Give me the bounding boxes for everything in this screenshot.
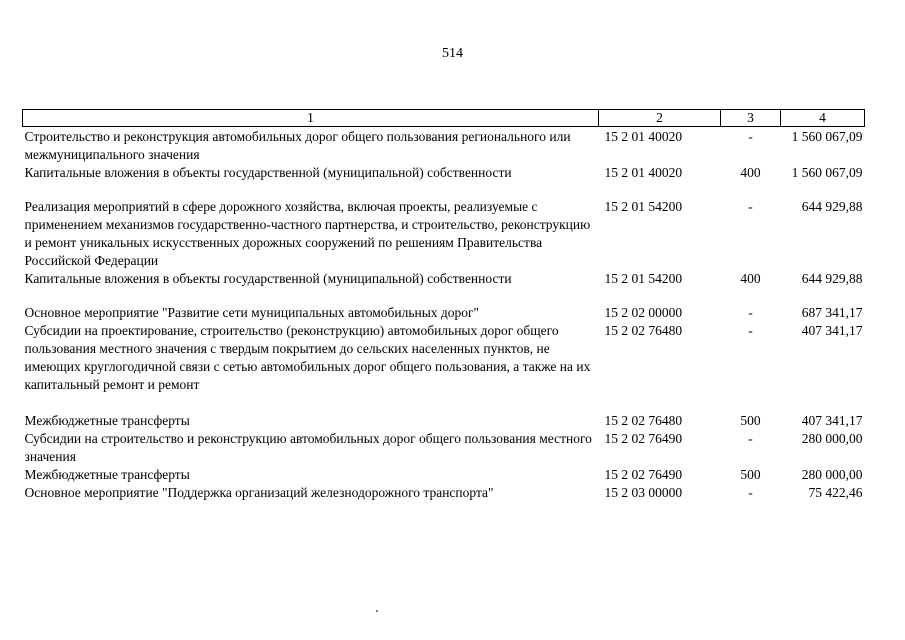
row-name: Субсидии на проектирование, строительство (реконструкцию) автомобильных дорог общего пользования местного значения с твердым покрытием до сельских населенных пунктов, не имеющих круглогодичной связи с сетью автомобильных дорог общего пользования, а также на их капитальный ремонт и ремонт	[24, 323, 591, 392]
table-row	[23, 466, 865, 484]
row-expense-type: -	[748, 305, 753, 320]
row-code: 15 2 03 00000	[604, 485, 683, 500]
table-row	[23, 304, 865, 322]
row-amount: 644 929,88	[801, 271, 863, 286]
row-code: 15 2 01 40020	[604, 129, 683, 144]
row-spacer	[23, 182, 865, 198]
row-expense-type: -	[748, 485, 753, 500]
row-code: 15 2 01 40020	[604, 165, 683, 180]
row-name: Строительство и реконструкция автомобильных дорог общего пользования регионального или межмуниципального значения	[24, 129, 571, 162]
row-expense-type: -	[748, 129, 753, 144]
row-expense-type: -	[748, 323, 753, 338]
column-header-4: 4	[781, 110, 865, 127]
row-expense-type: 500	[740, 413, 761, 428]
row-name: Межбюджетные трансферты	[24, 467, 190, 482]
row-code: 15 2 02 76480	[604, 413, 683, 428]
table-row	[23, 484, 865, 502]
column-header-3: 3	[721, 110, 781, 127]
row-amount: 407 341,17	[801, 323, 863, 338]
table-row	[23, 412, 865, 430]
row-name: Межбюджетные трансферты	[24, 413, 190, 428]
row-spacer	[23, 394, 865, 412]
row-expense-type: -	[748, 199, 753, 214]
table-row	[23, 198, 865, 270]
row-name: Основное мероприятие "Поддержка организаций железнодорожного транспорта"	[24, 485, 494, 500]
row-amount: 644 929,88	[801, 199, 863, 214]
row-amount: 280 000,00	[801, 467, 863, 482]
row-expense-type: 400	[740, 271, 761, 286]
row-code: 15 2 02 76490	[604, 467, 683, 482]
scan-speck	[376, 610, 378, 612]
row-code: 15 2 02 00000	[604, 305, 683, 320]
row-name: Субсидии на строительство и реконструкцию автомобильных дорог общего пользования местного значения	[24, 431, 592, 464]
row-amount: 75 422,46	[808, 485, 863, 500]
row-expense-type: 500	[740, 467, 761, 482]
row-name: Реализация мероприятий в сфере дорожного хозяйства, включая проекты, реализуемые с применением механизмов государственно-частного партнерства, и строительство, реконструкцию и ремонт уникальных искусственных дорожных сооружений по решениям Правительства Российской Федерации	[24, 199, 591, 268]
column-header-1: 1	[23, 110, 599, 127]
row-expense-type: 400	[740, 165, 761, 180]
budget-table	[22, 109, 865, 502]
row-expense-type: -	[748, 431, 753, 446]
row-amount: 1 560 067,09	[791, 129, 863, 144]
row-amount: 280 000,00	[801, 431, 863, 446]
table-row	[23, 430, 865, 466]
row-code: 15 2 01 54200	[604, 271, 683, 286]
row-amount: 1 560 067,09	[791, 165, 863, 180]
row-spacer	[23, 288, 865, 304]
column-header-2: 2	[599, 110, 721, 127]
row-amount: 687 341,17	[801, 305, 863, 320]
row-name: Капитальные вложения в объекты государственной (муниципальной) собственности	[24, 271, 512, 286]
page-number: 514	[442, 46, 463, 61]
row-code: 15 2 02 76480	[604, 323, 683, 338]
table-row	[23, 164, 865, 182]
table-row	[23, 270, 865, 288]
table-row	[23, 322, 865, 394]
row-amount: 407 341,17	[801, 413, 863, 428]
table-header-row	[23, 110, 865, 127]
table-row	[23, 127, 865, 165]
row-code: 15 2 02 76490	[604, 431, 683, 446]
row-name: Основное мероприятие "Развитие сети муниципальных автомобильных дорог"	[24, 305, 480, 320]
row-name: Капитальные вложения в объекты государственной (муниципальной) собственности	[24, 165, 512, 180]
row-code: 15 2 01 54200	[604, 199, 683, 214]
